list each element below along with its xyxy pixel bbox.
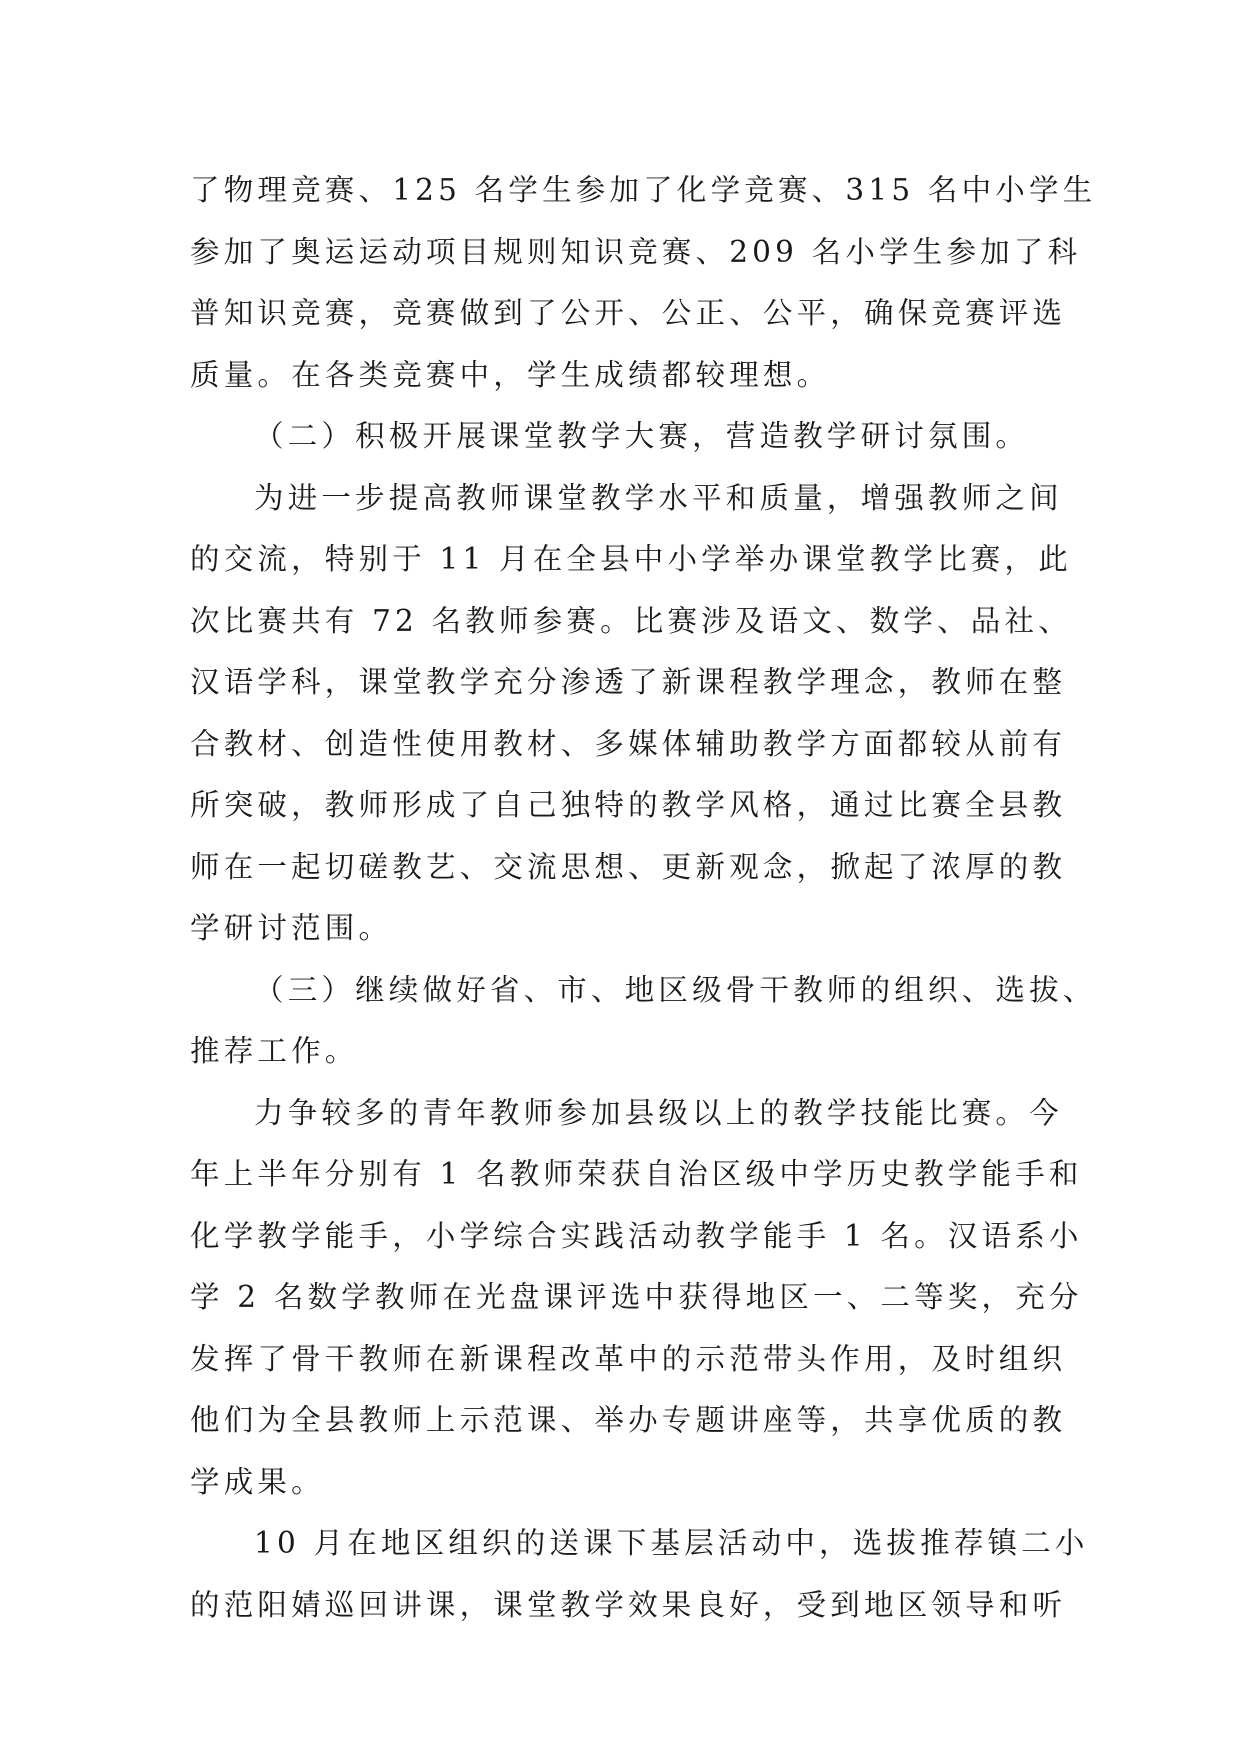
text-line: 合教材、创造性使用教材、多媒体辅助教学方面都较从前有 xyxy=(190,726,1067,761)
text-line: 了物理竞赛、125 名学生参加了化学竞赛、315 名中小学生 xyxy=(190,173,1097,207)
text-line: 学研讨范围。 xyxy=(190,911,393,945)
paragraph-start-line: 10 月在地区组织的送课下基层活动中，选拔推荐镇二小 xyxy=(254,1526,1089,1560)
text-line: 他们为全县教师上示范课、举办专题讲座等，共享优质的教 xyxy=(190,1403,1067,1437)
text-line: 的范阳婧巡回讲课，课堂教学效果良好，受到地区领导和听 xyxy=(190,1587,1067,1622)
text-line: 所突破，教师形成了自己独特的教学风格，通过比赛全县教 xyxy=(190,788,1067,822)
section-heading: （三）继续做好省、市、地区级骨干教师的组织、选拔、 xyxy=(254,972,1097,1007)
text-line: 参加了奥运运动项目规则知识竞赛、209 名小学生参加了科 xyxy=(190,234,1082,269)
text-line: 师在一起切磋教艺、交流思想、更新观念，掀起了浓厚的教 xyxy=(190,849,1067,884)
text-line: 次比赛共有 72 名教师参赛。比赛涉及语文、数学、品社、 xyxy=(190,603,1072,638)
text-line: 年上半年分别有 1 名教师荣获自治区级中学历史教学能手和 xyxy=(190,1157,1083,1191)
text-line: 汉语学科，课堂教学充分渗透了新课程教学理念，教师在整 xyxy=(190,665,1067,699)
document-body xyxy=(190,160,1097,1636)
paragraph-start-line: 力争较多的青年教师参加县级以上的教学技能比赛。今 xyxy=(254,1095,1063,1130)
text-line: 质量。在各类竞赛中，学生成绩都较理想。 xyxy=(190,357,831,392)
text-line: 学成果。 xyxy=(190,1464,325,1499)
text-line: 的交流，特别于 11 月在全县中小学举办课堂教学比赛，此 xyxy=(190,542,1072,576)
paragraph-start-line: 为进一步提高教师课堂教学水平和质量，增强教师之间 xyxy=(254,480,1063,515)
text-line: 学 2 名数学教师在光盘课评选中获得地区一、二等奖，充分 xyxy=(190,1280,1083,1314)
text-line: 化学教学能手，小学综合实践活动教学能手 1 名。汉语系小 xyxy=(190,1218,1083,1253)
text-line: 发挥了骨干教师在新课程改革中的示范带头作用，及时组织 xyxy=(190,1341,1067,1376)
text-line: 普知识竞赛，竞赛做到了公开、公正、公平，确保竞赛评选 xyxy=(190,296,1067,330)
section-heading: （二）积极开展课堂教学大赛，营造教学研讨氛围。 xyxy=(254,419,1030,453)
text-line: 推荐工作。 xyxy=(190,1034,359,1068)
